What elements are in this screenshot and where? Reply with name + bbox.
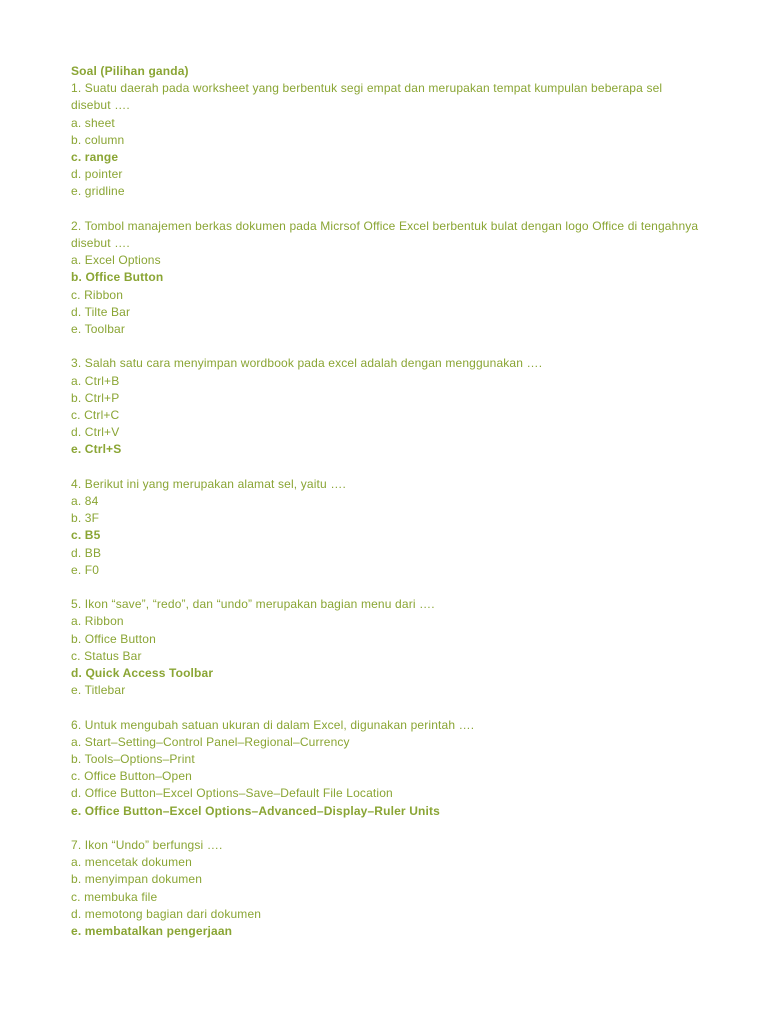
answer-option: d. pointer — [71, 167, 123, 182]
question-7 — [71, 837, 701, 940]
answer-option-correct: e. membatalkan pengerjaan — [71, 924, 233, 939]
question-list — [71, 80, 701, 940]
answer-option: d. Ctrl+V — [71, 425, 120, 440]
answer-option: d. memotong bagian dari dokumen — [71, 906, 262, 921]
answer-option: a. Excel Options — [71, 253, 161, 268]
answer-option: b. Office Button — [71, 631, 156, 646]
answer-option: c. membuka file — [71, 889, 158, 904]
answer-option: a. Start–Setting–Control Panel–Regional–Currency — [71, 734, 350, 749]
question-text: 2. Tombol manajemen berkas dokumen pada Micrsof Office Excel berbentuk bulat dengan logo Office di tengahnya disebut …. — [71, 218, 699, 251]
answer-option: a. mencetak dokumen — [71, 855, 192, 870]
answer-option-correct: b. Office Button — [71, 270, 164, 285]
answer-option: e. gridline — [71, 184, 125, 199]
document-heading: Soal (Pilihan ganda) — [71, 64, 189, 78]
question-text: 4. Berikut ini yang merupakan alamat sel, yaitu …. — [71, 476, 346, 491]
answer-option: d. Tilte Bar — [71, 304, 131, 319]
question-text: 5. Ikon “save”, “redo”, dan “undo” merupakan bagian menu dari …. — [71, 597, 435, 612]
answer-option: b. menyimpan dokumen — [71, 872, 203, 887]
answer-option: e. Titlebar — [71, 683, 126, 698]
answer-option: b. Ctrl+P — [71, 390, 120, 405]
answer-option: c. Ctrl+C — [71, 408, 120, 423]
answer-option: d. BB — [71, 545, 102, 560]
answer-option-correct: c. range — [71, 150, 119, 165]
answer-option: a. 84 — [71, 494, 99, 509]
answer-option: e. F0 — [71, 562, 100, 577]
answer-option: b. Tools–Options–Print — [71, 752, 195, 767]
question-6 — [71, 717, 701, 820]
question-text: 7. Ikon “Undo” berfungsi …. — [71, 838, 223, 853]
question-text: 3. Salah satu cara menyimpan wordbook pada excel adalah dengan menggunakan …. — [71, 356, 543, 371]
answer-option: b. 3F — [71, 511, 100, 526]
question-1 — [71, 80, 701, 200]
answer-option: c. Office Button–Open — [71, 769, 192, 784]
answer-option: a. Ctrl+B — [71, 373, 120, 388]
question-4 — [71, 476, 701, 579]
answer-option: d. Office Button–Excel Options–Save–Default File Location — [71, 786, 393, 801]
question-3 — [71, 355, 701, 458]
answer-option-correct: d. Quick Access Toolbar — [71, 666, 214, 681]
answer-option: b. column — [71, 132, 125, 147]
answer-option-correct: e. Office Button–Excel Options–Advanced–Display–Ruler Units — [71, 803, 440, 818]
question-text: 6. Untuk mengubah satuan ukuran di dalam Excel, digunakan perintah …. — [71, 717, 475, 732]
answer-option-correct: c. B5 — [71, 528, 101, 543]
answer-option: c. Ribbon — [71, 287, 124, 302]
question-2 — [71, 218, 701, 338]
answer-option-correct: e. Ctrl+S — [71, 442, 122, 457]
answer-option: e. Toolbar — [71, 322, 125, 337]
answer-option: c. Status Bar — [71, 648, 142, 663]
document-body — [71, 63, 701, 940]
answer-option: a. sheet — [71, 115, 115, 130]
answer-option: a. Ribbon — [71, 614, 124, 629]
question-text: 1. Suatu daerah pada worksheet yang berbentuk segi empat dan merupakan tempat kumpulan beberapa sel disebut …. — [71, 81, 663, 113]
question-5 — [71, 596, 701, 699]
